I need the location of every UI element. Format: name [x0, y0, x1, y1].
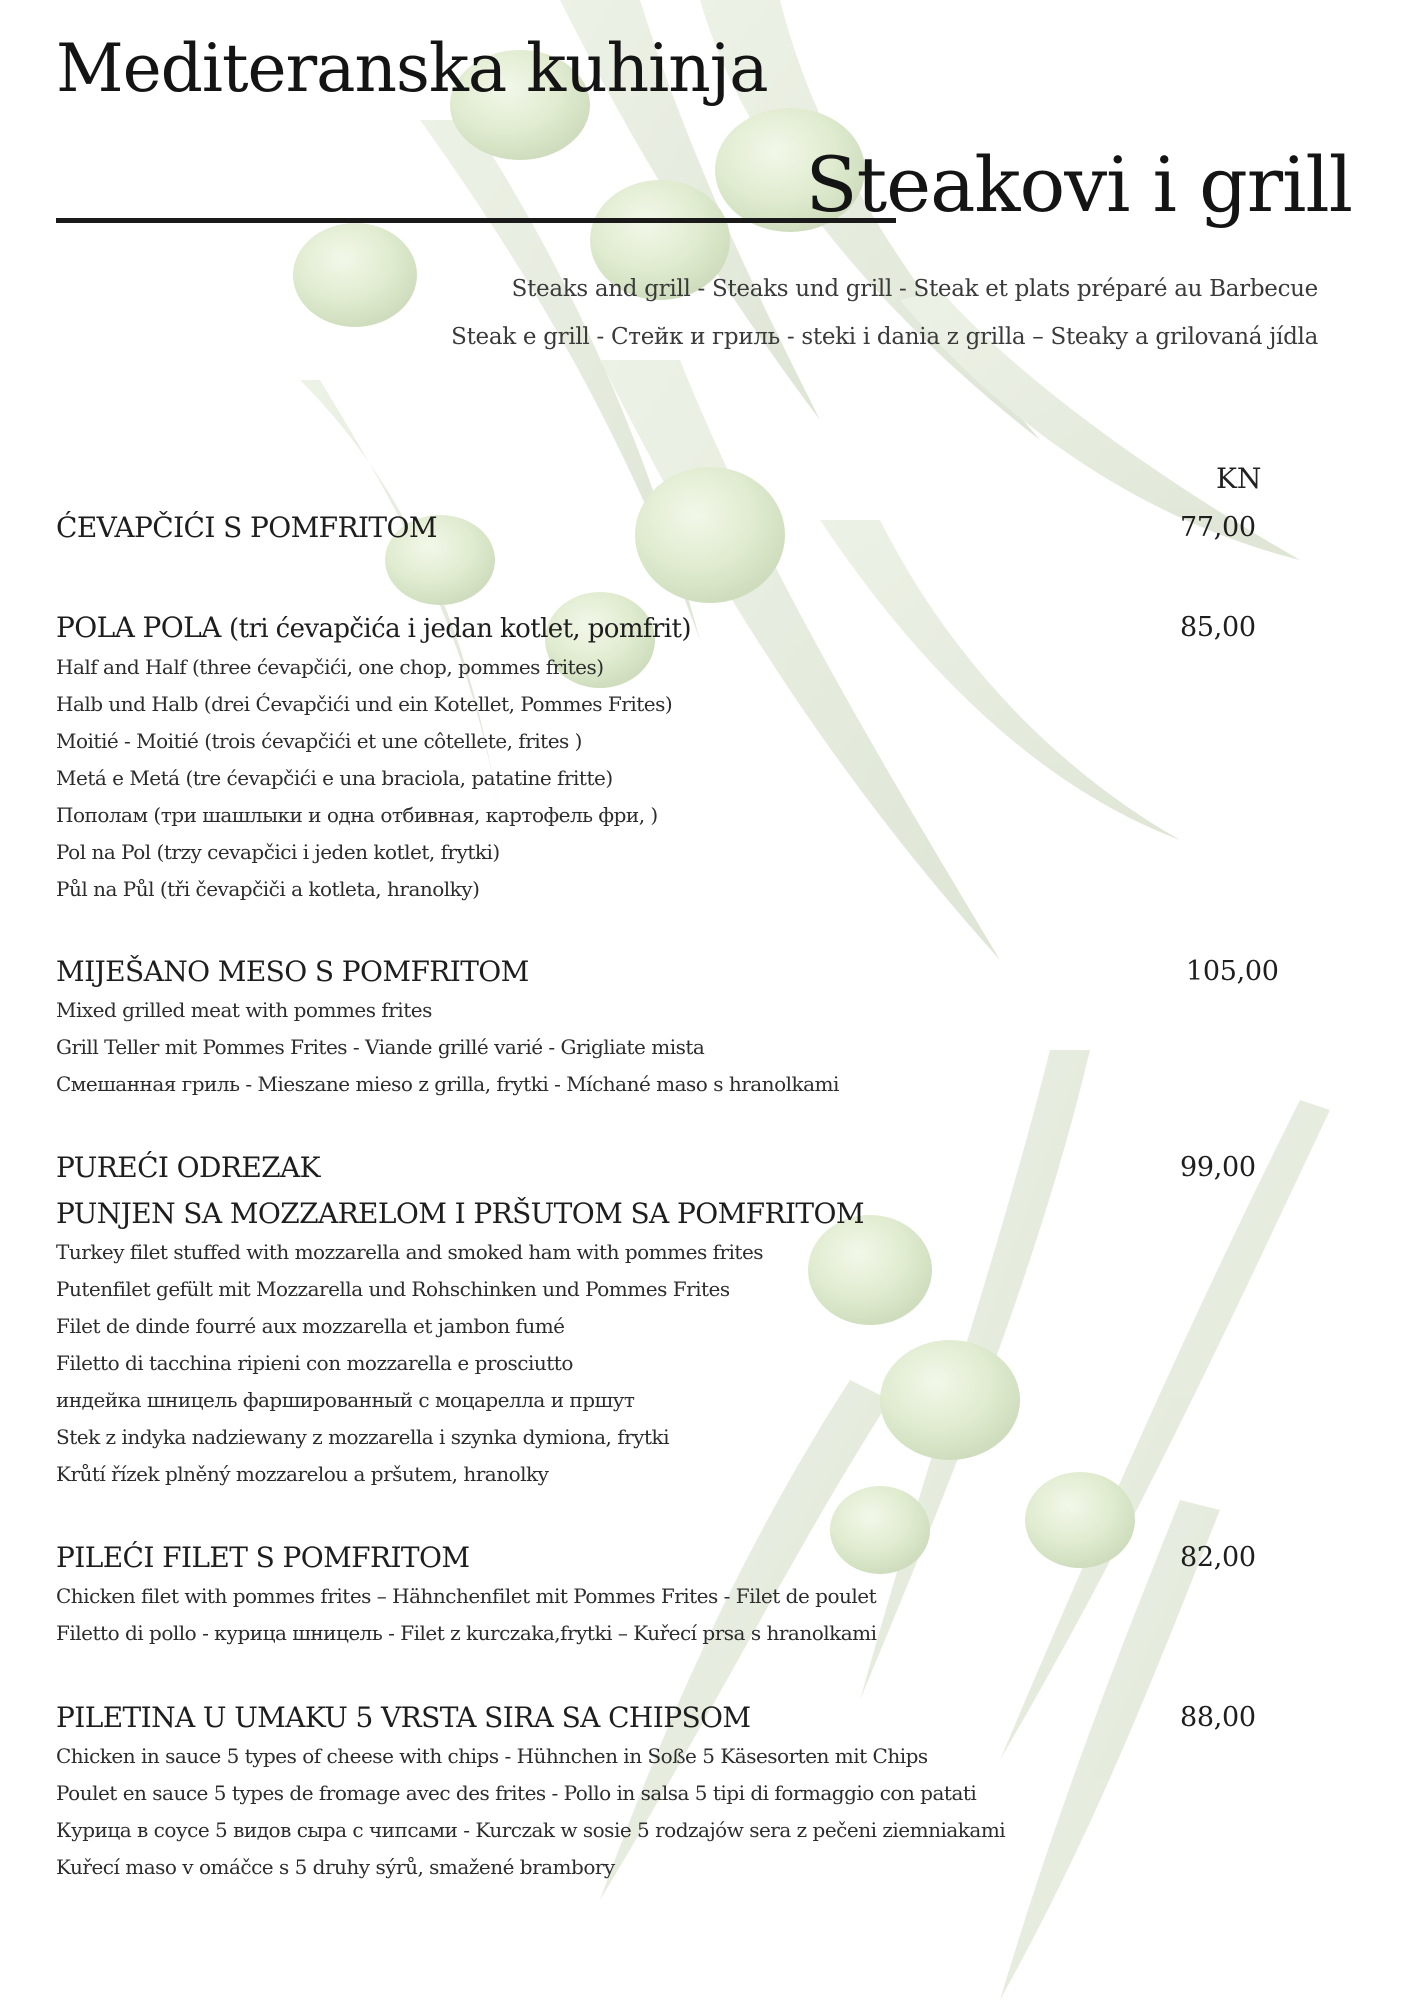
- menu-item-description: индейка шницель фаршированный с моцарелла и пршут: [56, 1388, 635, 1412]
- menu-item-description: Filet de dinde fourré aux mozzarella et jambon fumé: [56, 1314, 565, 1338]
- section-title: Steakovi i grill: [805, 140, 1352, 229]
- menu-item-cevapcici: [56, 508, 1356, 548]
- menu-item-description: Kuřecí maso v omáčce s 5 druhy sýrů, smažené brambory: [56, 1855, 615, 1879]
- menu-item-description: Putenfilet gefült mit Mozzarella und Rohschinken und Pommes Frites: [56, 1277, 730, 1301]
- menu-item-pileci-filet: [56, 1538, 1356, 1652]
- page-title: Mediteranska kuhinja: [56, 30, 768, 107]
- menu-item-name: PILETINA U UMAKU 5 VRSTA SIRA SA CHIPSOM: [56, 1701, 751, 1734]
- menu-item-price: 88,00: [1180, 1702, 1256, 1733]
- menu-item-description: Пополам (три шашлыки и одна отбивная, картофель фри, ): [56, 803, 658, 827]
- section-subtitle-line-1: Steaks and grill - Steaks und grill - Steak et plats préparé au Barbecue: [511, 276, 1318, 302]
- menu-item-name-note: (tri ćevapčića i jedan kotlet, pomfrit): [229, 614, 691, 644]
- currency-label: KN: [1216, 462, 1262, 495]
- menu-item-price: 105,00: [1186, 956, 1279, 987]
- menu-item-mijesano-meso: [56, 952, 1356, 1103]
- menu-item-description: Moitié - Moitié (trois ćevapčići et une côtellete, frites ): [56, 729, 582, 753]
- menu-item-pureci-odrezak: [56, 1148, 1356, 1493]
- menu-item-description: Half and Half (three ćevapčići, one chop, pommes frites): [56, 655, 604, 679]
- menu-item-description: Grill Teller mit Pommes Frites - Viande grillé varié - Grigliate mista: [56, 1035, 705, 1059]
- menu-item-piletina-u-umaku: [56, 1698, 1356, 1886]
- menu-item-pola-pola: [56, 608, 1356, 908]
- menu-item-name-row: [56, 608, 1356, 649]
- menu-item-description: Chicken filet with pommes frites – Hähnchenfilet mit Pommes Frites - Filet de poulet: [56, 1584, 877, 1608]
- menu-item-description: Chicken in sauce 5 types of cheese with chips - Hühnchen in Soße 5 Käsesorten mit Chips: [56, 1744, 928, 1768]
- menu-item-name: POLA POLA: [56, 611, 221, 644]
- menu-item-description: Halb und Halb (drei Ćevapčići und ein Kotellet, Pommes Frites): [56, 692, 673, 716]
- menu-item-description: Krůtí řízek plněný mozzarelou a pršutem, hranolky: [56, 1462, 549, 1486]
- menu-item-description: Mixed grilled meat with pommes frites: [56, 998, 432, 1022]
- menu-item-name: PUREĆI ODREZAK: [56, 1151, 320, 1184]
- menu-item-description: Metá e Metá (tre ćevapčići e una braciola, patatine fritte): [56, 766, 613, 790]
- menu-item-description: Pol na Pol (trzy cevapčici i jeden kotlet, frytki): [56, 840, 500, 864]
- menu-item-name: ĆEVAPČIĆI S POMFRITOM: [56, 511, 437, 544]
- menu-item-description: Filetto di tacchina ripieni con mozzarella e prosciutto: [56, 1351, 573, 1375]
- section-subtitle-line-2: Steak e grill - Стейк и гриль - steki i dania z grilla – Steaky a grilovaná jídla: [451, 324, 1318, 350]
- menu-item-price: 82,00: [1180, 1542, 1256, 1573]
- menu-item-name: PILEĆI FILET S POMFRITOM: [56, 1541, 470, 1574]
- menu-item-description: Stek z indyka nadziewany z mozzarella i szynka dymiona, frytki: [56, 1425, 670, 1449]
- menu-item-description: Poulet en sauce 5 types de fromage avec des frites - Pollo in salsa 5 tipi di formaggio con patati: [56, 1781, 977, 1805]
- menu-item-price: 85,00: [1180, 612, 1256, 643]
- menu-item-name-line-2: PUNJEN SA MOZZARELOM I PRŠUTOM SA POMFRITOM: [56, 1197, 864, 1230]
- menu-item-price: 77,00: [1180, 512, 1256, 543]
- menu-item-description: Курица в соусе 5 видов сыра с чипсами - Kurczak w sosie 5 rodzajów sera z pečeni ziemniakami: [56, 1818, 1006, 1842]
- menu-item-name: MIJEŠANO MESO S POMFRITOM: [56, 955, 529, 988]
- menu-item-description: Půl na Půl (tři čevapčiči a kotleta, hranolky): [56, 877, 480, 901]
- title-underline: [56, 218, 896, 223]
- menu-item-description: Filetto di pollo - курица шницель - Filet z kurczaka,frytki – Kuřecí prsa s hranolkami: [56, 1621, 877, 1645]
- menu-item-description: Turkey filet stuffed with mozzarella and smoked ham with pommes frites: [56, 1240, 764, 1264]
- menu-item-description: Смешанная гриль - Mieszane mieso z grilla, frytki - Míchané maso s hranolkami: [56, 1072, 839, 1096]
- menu-item-price: 99,00: [1180, 1152, 1256, 1183]
